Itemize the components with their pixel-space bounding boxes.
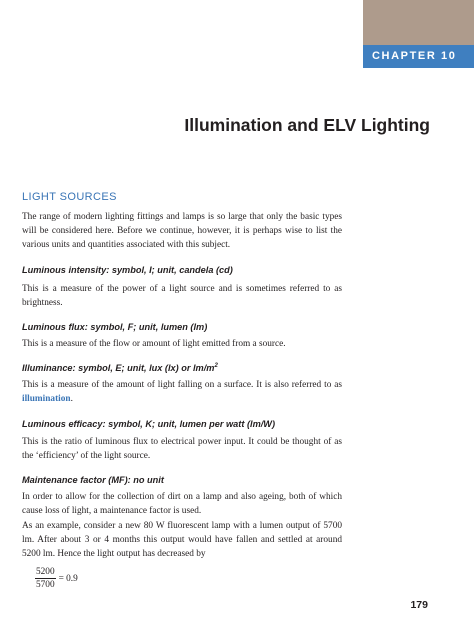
- illuminance-text: [22, 378, 342, 406]
- luminous-efficacy-text: This is the ratio of luminous flux to electrical power input. It could be thought of as the ‘efficiency’ of the light source.: [22, 437, 342, 461]
- luminous-efficacy-heading: Luminous efficacy: symbol, K; unit, lumen per watt (lm/W): [22, 419, 276, 429]
- luminous-flux-heading: Luminous flux: symbol, F; unit, lumen (lm): [22, 322, 208, 332]
- luminous-flux-text: This is a measure of the flow or amount of light emitted from a source.: [22, 339, 286, 349]
- page-number: 179: [410, 599, 428, 611]
- illuminance-text-end: .: [70, 394, 73, 404]
- fraction-numerator: 5200: [36, 567, 55, 577]
- illuminance-heading: [22, 363, 218, 373]
- luminous-intensity-text: This is a measure of the power of a light source and is sometimes referred to as brightness.: [22, 284, 342, 308]
- maintenance-factor-text: In order to allow for the collection of dirt on a lamp and also ageing, both of which cause loss of light, a maintenance factor is used.: [22, 492, 342, 516]
- section-heading: LIGHT SOURCES: [22, 191, 117, 203]
- fraction-denominator: 5700: [36, 580, 55, 590]
- fraction-result: = 0.9: [58, 573, 78, 584]
- luminous-intensity-heading: Luminous intensity: symbol, I; unit, candela (cd): [22, 265, 233, 275]
- illuminance-text-main: This is a measure of the amount of light falling on a surface. It is also referred to as: [22, 380, 342, 390]
- maintenance-factor-heading: Maintenance factor (MF): no unit: [22, 475, 164, 485]
- chapter-color-block: [363, 0, 474, 45]
- illuminance-heading-superscript: 2: [214, 363, 218, 369]
- illumination-highlight: illumination: [22, 394, 71, 404]
- fraction: [35, 567, 56, 590]
- illuminance-heading-text: Illuminance: symbol, E; unit, lux (lx) or lm/m: [22, 363, 215, 373]
- example-paragraph: As an example, consider a new 80 W fluorescent lamp with a lumen output of 5700 lm. After about 3 or 4 months this output would have fallen and settled at around 5200 lm. Hence the light output has decreased by: [22, 521, 342, 559]
- page-title: Illumination and ELV Lighting: [184, 115, 430, 135]
- chapter-badge: [363, 0, 474, 68]
- fraction-equation: [35, 567, 78, 590]
- intro-paragraph: The range of modern lighting fittings and lamps is so large that only the basic types will be considered here. Before we continue, however, it is perhaps wise to list the various units and quantities associated with this subject.: [22, 212, 342, 250]
- chapter-label: CHAPTER 10: [363, 45, 474, 68]
